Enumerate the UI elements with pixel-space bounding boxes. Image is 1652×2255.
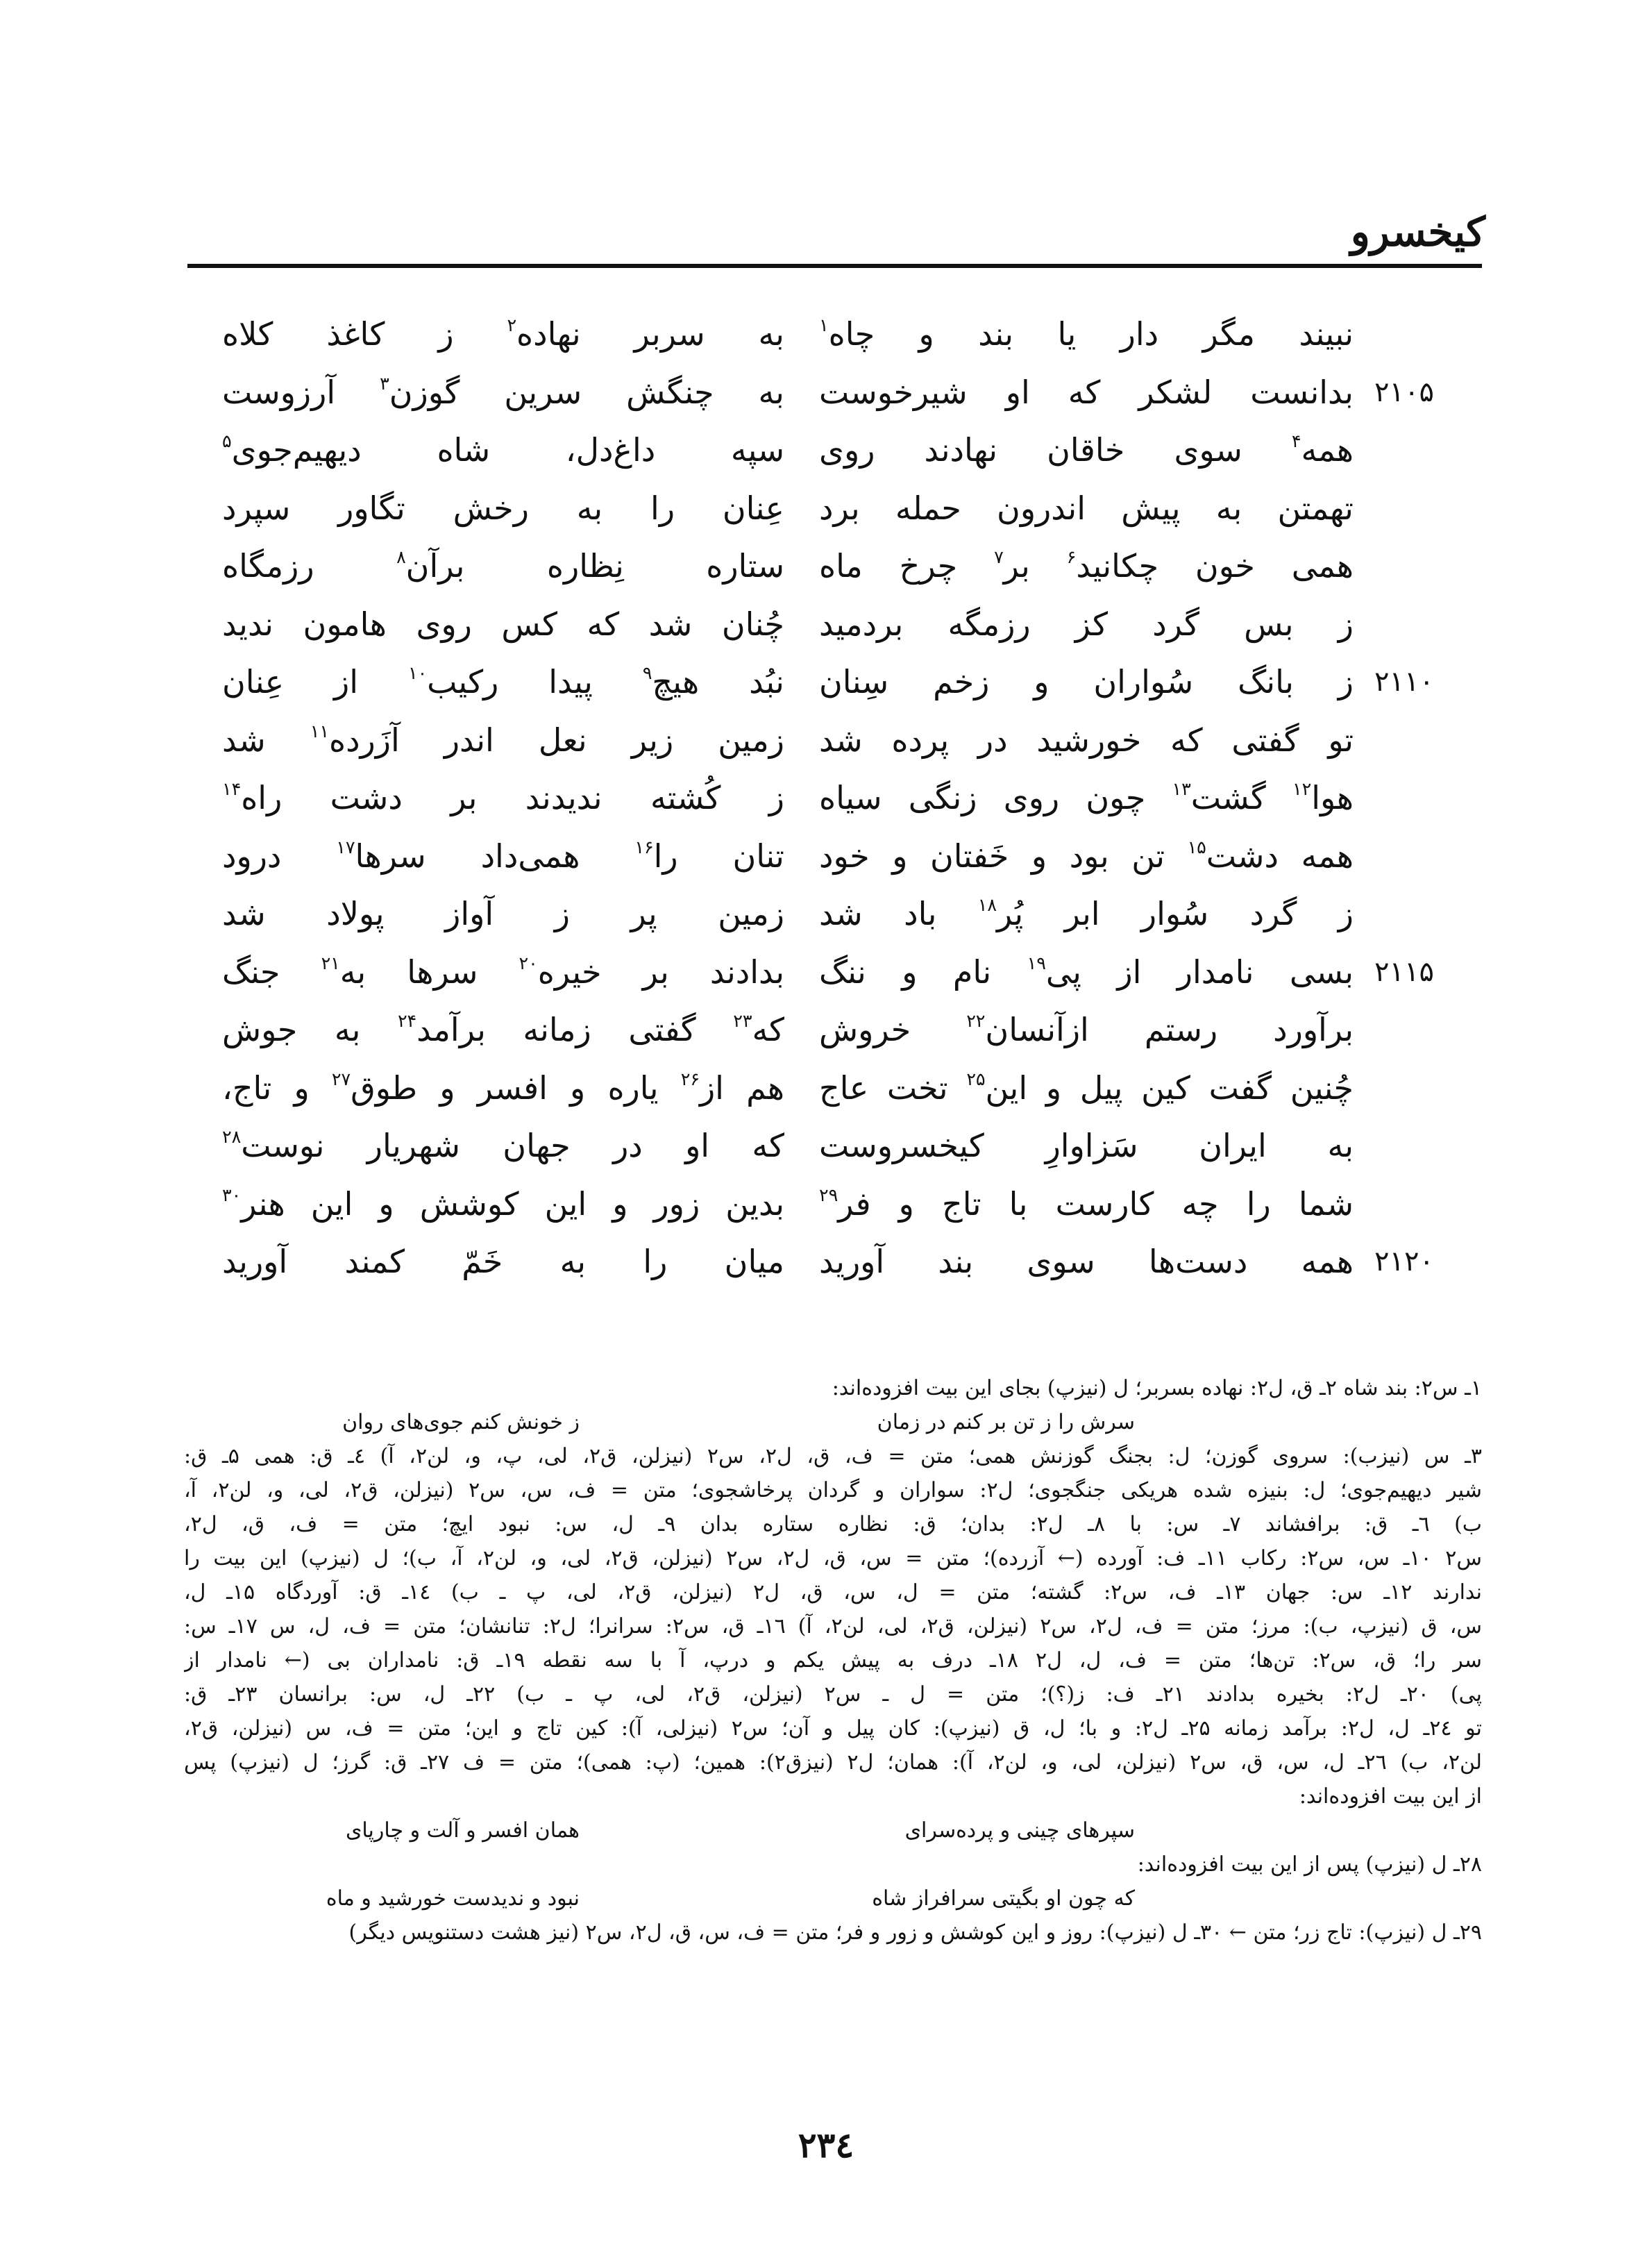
verse-row	[187, 944, 1478, 1002]
verse-number: ۲۱۲۰	[1374, 1246, 1434, 1277]
hemistich-second: بدادند بر خیره$^{۲۰}$ سرها به$^{۲۱}$ جنگ	[222, 953, 784, 991]
hemistich-second: ستاره نِظاره برآن$^۸$ رزمگاه	[222, 546, 784, 585]
hemistich-second: عِنان را به رخش تگاور سپرد	[222, 489, 784, 527]
hemistich-second: نبُد هیچ$^۹$ پیدا رکیب$^{۱۰}$ از عِنان	[222, 662, 784, 701]
footnote-ref: ۱۰	[407, 662, 428, 683]
hemistich-second: هم از$^{۲۶}$ یاره و افسر و طوق$^{۲۷}$ و تاج،	[222, 1068, 784, 1107]
hemistich-second: چُنان شد که کس روی هامون ندید	[222, 605, 784, 643]
hemistich-second: که$^{۲۳}$ گفتی زمانه برآمد$^{۲۴}$ به جوش	[222, 1010, 784, 1048]
header-rule	[187, 264, 1482, 268]
footnote-ref: ۲۸	[222, 1126, 242, 1147]
verse-row	[187, 1059, 1478, 1118]
hemistich-first: ز گرد سُوار ابر پُر$^{۱۸}$ باد شد	[819, 894, 1354, 932]
footnotes	[184, 1371, 1482, 1950]
hemistich-first: بسی نامدار از پی$^{۱۹}$ نام و ننگ	[819, 953, 1354, 991]
hemistich-first: همه دشت$^{۱۵}$ تن بود و خَفتان و خود	[819, 837, 1354, 875]
footnote-line: ۲۹ـ ل (نیزپ): تاج زر؛ متن ← ۳۰ـ ل (نیزپ): روز و این کوشش و زور و فر؛ متن = ف، س، ق، ل۲، س۲ (نیز هشت دستنویس دیگر)	[348, 1920, 1482, 1945]
poem-verses	[187, 305, 1478, 1291]
hemistich-first: بدانست لشکر که او شیرخوست	[819, 373, 1354, 411]
hemistich-first: همه$^۴$ سوی خاقان نهادند روی	[819, 430, 1354, 469]
verse-row	[187, 712, 1478, 770]
footnote-added-couplet: که چون او بگیتی سرافراز شاه نبود و ندیدست خورشید و ماه	[326, 1886, 1135, 1911]
footnote-line: س۲ ۱۰ـ س، س۲: رکاب ۱۱ـ ف: آورده (← آزرده)؛ متن = س، ق، ل۲، س۲ (نیزلن، ق۲، لی، و، لن۲، آ، ب)؛ ل (نیزپ) این بیت را	[184, 1546, 1482, 1570]
hemistich-first: چُنین گفت کین پیل و این$^{۲۵}$ تخت عاج	[819, 1068, 1354, 1107]
footnote-ref: ۱۳	[1172, 778, 1191, 799]
hemistich-second: بدین زور و این کوشش و این هنر$^{۳۰}$	[222, 1184, 784, 1223]
verse-row	[187, 1001, 1478, 1059]
verse-row	[187, 653, 1478, 712]
hemistich-second: به سربر نهاده$^۲$ ز کاغذ کلاه	[222, 315, 784, 353]
verse-row	[187, 1233, 1478, 1291]
hemistich-second: ز کُشته ندیدند بر دشت راه$^{۱۴}$	[222, 778, 784, 816]
hemistich-second: به چنگش سرین گوزن$^۳$ آرزوست	[222, 373, 784, 411]
footnote-ref: ۹	[642, 662, 652, 683]
footnote-ref: ۲	[507, 315, 517, 335]
hemistich-first: برآورد رستم ازآنسان$^{۲۲}$ خروش	[819, 1010, 1354, 1048]
hemistich-first: ز بانگ سُواران و زخم سِنان	[819, 663, 1354, 701]
footnote-ref: ۲۹	[819, 1184, 838, 1205]
footnote-ref: ۱	[819, 315, 829, 335]
verse-row	[187, 596, 1478, 654]
footnote-ref: ۱۲	[1292, 778, 1312, 799]
hemistich-second: میان را به خَمّ کمند آورید	[222, 1243, 784, 1280]
hemistich-second: زمین پر ز آواز پولاد شد	[222, 895, 784, 932]
verse-number: ۲۱۱۰	[1374, 666, 1434, 698]
footnote-line: ۳ـ س (نیزب): سروی گوزن؛ ل: بجنگ گوزنش همی؛ متن = ف، ق، ل۲، س۲ (نیزلن، ق۲، لی، پ، و، لن۲، آ) ٤ـ ق: همی ۵ـ ق:	[184, 1444, 1482, 1468]
footnote-ref: ۲۵	[966, 1068, 986, 1089]
footnote-ref: ۱۷	[336, 837, 355, 857]
hemistich-first: تو گفتی که خورشید در پرده شد	[819, 721, 1354, 759]
footnote-line: تو ۲٤ـ ل، ل۲: برآمد زمانه ۲۵ـ ل۲: و با؛ ل، ق (نیزپ): کان پیل و آن؛ س۲ (نیزلی، آ): کین تاج و این؛ متن = ف، س (نیزلن، ق۲،	[184, 1716, 1482, 1741]
verse-row	[187, 1175, 1478, 1234]
hemistich-second: تنان را$^{۱۶}$ همی‌داد سرها$^{۱۷}$ درود	[222, 837, 784, 875]
footnote-ref: ۵	[222, 430, 232, 451]
footnote-ref: ۱۶	[634, 837, 654, 857]
footnote-ref: ۱۹	[1027, 953, 1046, 973]
hemistich-second: سپه داغ‌دل، شاه دیهیم‌جوی$^۵$	[222, 430, 784, 469]
verse-row	[187, 769, 1478, 828]
footnote-added-couplet: سپرهای چینی و پرده‌سرای همان افسر و آلت و چارپای	[345, 1818, 1135, 1843]
footnote-ref: ۶	[1066, 546, 1077, 567]
verse-row	[187, 480, 1478, 538]
footnote-ref: ۱۴	[222, 778, 242, 799]
verse-row	[187, 364, 1478, 422]
hemistich-first: همی خون چکانید$^۶$ بر$^۷$ چرخ ماه	[819, 546, 1354, 585]
footnote-line: از این بیت افزوده‌اند:	[1299, 1784, 1482, 1809]
footnote-ref: ۲۷	[331, 1068, 351, 1089]
hemistich-first: تهمتن به پیش اندرون حمله برد	[819, 489, 1354, 527]
verse-row	[187, 885, 1478, 944]
hemistich-first: همه دست‌ها سوی بند آورید	[819, 1243, 1354, 1280]
footnote-ref: ۷	[994, 546, 1004, 567]
footnote-line: ب) ٦ـ ق: برافشاند ۷ـ س: با ۸ـ ل۲: بدان؛ ق: نظاره ستاره بدان ۹ـ ل، س: نبود ایچ؛ متن = ف، ق، ل۲،	[184, 1512, 1482, 1536]
footnote-ref: ۳۰	[222, 1184, 242, 1205]
hemistich-first: شما را چه کارست با تاج و فر$^{۲۹}$	[819, 1184, 1354, 1223]
footnote-ref: ۲۶	[680, 1068, 700, 1089]
footnote-line: لن۲، ب) ۲٦ـ ل، س، ق، س۲ (نیزلن، لی، و، لن۲، آ): همان؛ ل۲ (نیزق۲): همین؛ (پ: همی)؛ متن = ف ۲۷ـ ق: گرز؛ ل (نیزپ) پس	[184, 1750, 1482, 1775]
footnote-line: ۲۸ـ ل (نیزپ) پس از این بیت افزوده‌اند:	[1137, 1852, 1482, 1877]
hemistich-first: ز بس گرد کز رزمگه بردمید	[819, 605, 1354, 643]
footnote-ref: ۲۳	[733, 1010, 752, 1031]
verse-number: ۲۱۰۵	[1374, 376, 1434, 408]
footnote-ref: ۲۲	[966, 1010, 986, 1031]
verse-row	[187, 421, 1478, 480]
footnote-ref: ۱۸	[977, 894, 997, 915]
verse-row	[187, 828, 1478, 886]
footnote-ref: ۸	[396, 546, 406, 567]
footnote-line: س، ق (نیزپ، ب): مرز؛ متن = ف، ل۲، س۲ (نیزلن، ق۲، لی، لن۲، آ) ۱٦ـ ق، س۲: سرانرا؛ ل۲: تنانشان؛ متن = ف، ل، س ۱۷ـ س:	[184, 1614, 1482, 1638]
hemistich-second: که او در جهان شهریار نوست$^{۲۸}$	[222, 1126, 784, 1164]
footnote-added-couplet: سرش را ز تن بر کنم در زمان ز خونش کنم جوی‌های روان	[342, 1410, 1135, 1434]
footnote-line: شیر دیهیم‌جوی؛ ل: بنیزه شده هریکی جنگجوی؛ ل۲: سواران و گردان پرخاشجوی؛ متن = ف، س، س۲ (نیزلن، ق۲، لی، و، لن۲، آ،	[184, 1478, 1482, 1502]
footnote-ref: ۱۱	[310, 721, 329, 741]
footnote-line: سر را؛ ق، س۲: تن‌ها؛ متن = ف، ل، ل۲ ۱۸ـ درف به پیش یکم و درپ، آ با سه نقطه ۱۹ـ ق: نامداران بی (← نامدار از	[184, 1648, 1482, 1673]
hemistich-first: به ایران سَزاوارِ کیخسروست	[819, 1127, 1354, 1164]
footnote-ref: ۳	[380, 373, 389, 394]
verse-row	[187, 537, 1478, 596]
footnote-ref: ۲۴	[397, 1010, 417, 1031]
hemistich-second: زمین زیر نعل اندر آزَرده$^{۱۱}$ شد	[222, 721, 784, 759]
footnote-line: ندارند ۱۲ـ س: جهان ۱۳ـ ف، س۲: گشته؛ متن = ل، س، ق، ل۲ (نیزلن، ق۲، لی، پ ـ ب) ۱٤ـ ق: آوردگاه ۱۵ـ ل،	[184, 1580, 1482, 1604]
page-number: ۲۳٤	[798, 2124, 854, 2165]
running-title: کیخسرو	[1350, 208, 1485, 255]
hemistich-first: نبیند مگر دار یا بند و چاه$^۱$	[819, 315, 1354, 353]
footnote-line: پی) ۲۰ـ ل۲: بخیره بدادند ۲۱ـ ف: ز(؟)؛ متن = ل ـ س۲ (نیزلن، ق۲، لی، پ ـ ب) ۲۲ـ ل، س: برانسان ۲۳ـ ق:	[184, 1682, 1482, 1707]
footnote-ref: ۱۵	[1187, 837, 1206, 857]
footnote-line: ۱ـ س۲: بند شاه ۲ـ ق، ل۲: نهاده بسربر؛ ل (نیزپ) بجای این بیت افزوده‌اند:	[832, 1376, 1482, 1400]
footnote-ref: ۴	[1291, 430, 1301, 451]
verse-row	[187, 305, 1478, 364]
verse-row	[187, 1117, 1478, 1175]
hemistich-first: هوا$^{۱۲}$ گشت$^{۱۳}$ چون روی زنگی سیاه	[819, 778, 1354, 816]
footnote-ref: ۲۱	[321, 953, 340, 973]
verse-number: ۲۱۱۵	[1374, 955, 1434, 988]
footnote-ref: ۲۰	[519, 953, 538, 973]
